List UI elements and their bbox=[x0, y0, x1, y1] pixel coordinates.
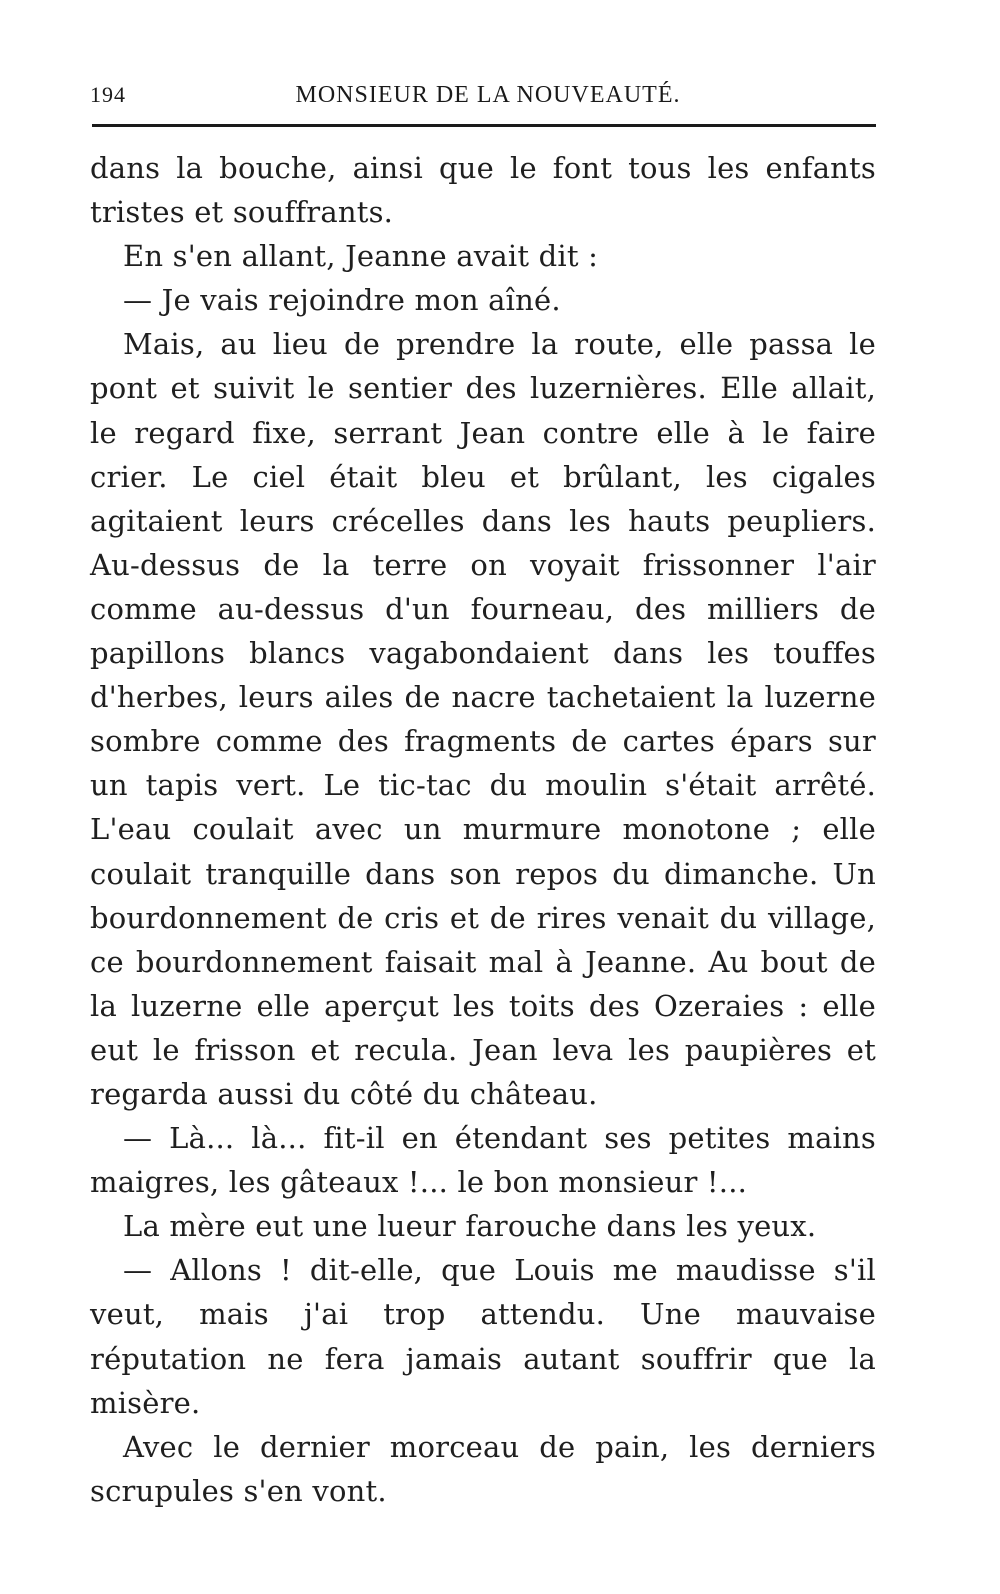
paragraph: Mais, au lieu de prendre la route, elle passa le pont et suivit le sentier des luzernières. Elle allait, le regard fixe, serrant Jean contre elle à le faire crier. Le ciel était bleu et brûlant, les cigales agitaient leurs crécelles dans les hauts peupliers. Au-dessus de la terre on voyait frissonner l'air comme au-dessus d'un fourneau, des milliers de papillons blancs vagabondaient dans les touffes d'herbes, leurs ailes de nacre tachetaient la luzerne sombre comme des fragments de cartes épars sur un tapis vert. Le tic-tac du moulin s'était arrêté. L'eau coulait avec un murmure monotone ; elle coulait tranquille dans son repos du dimanche. Un bourdonnement de cris et de rires venait du village, ce bourdonnement faisait mal à Jeanne. Au bout de la luzerne elle aperçut les toits des Ozeraies : elle eut le frisson et recula. Jean leva les paupières et regarda aussi du côté du château. bbox=[90, 327, 876, 1111]
paragraph: En s'en allant, Jeanne avait dit : bbox=[123, 239, 599, 274]
running-title: MONSIEUR DE LA NOUVEAUTÉ. bbox=[295, 82, 681, 108]
page-header bbox=[90, 78, 876, 114]
paragraph-continued: dans la bouche, ainsi que le font tous les enfants tristes et souffrants. bbox=[90, 151, 876, 230]
body-text bbox=[90, 146, 876, 1513]
paragraph: La mère eut une lueur farouche dans les yeux. bbox=[123, 1209, 817, 1244]
dialogue-paragraph: — Là... là... fit-il en étendant ses petites mains maigres, les gâteaux !... le bon monsieur !... bbox=[90, 1121, 876, 1200]
dialogue-paragraph: — Je vais rejoindre mon aîné. bbox=[123, 283, 561, 318]
paragraph: Avec le dernier morceau de pain, les derniers scrupules s'en vont. bbox=[90, 1429, 876, 1508]
header-rule bbox=[92, 124, 876, 127]
page-number: 194 bbox=[90, 82, 126, 107]
dialogue-paragraph: — Allons ! dit-elle, que Louis me maudisse s'il veut, mais j'ai trop attendu. Une mauvaise réputation ne fera jamais autant souffrir que la misère. bbox=[90, 1253, 876, 1420]
